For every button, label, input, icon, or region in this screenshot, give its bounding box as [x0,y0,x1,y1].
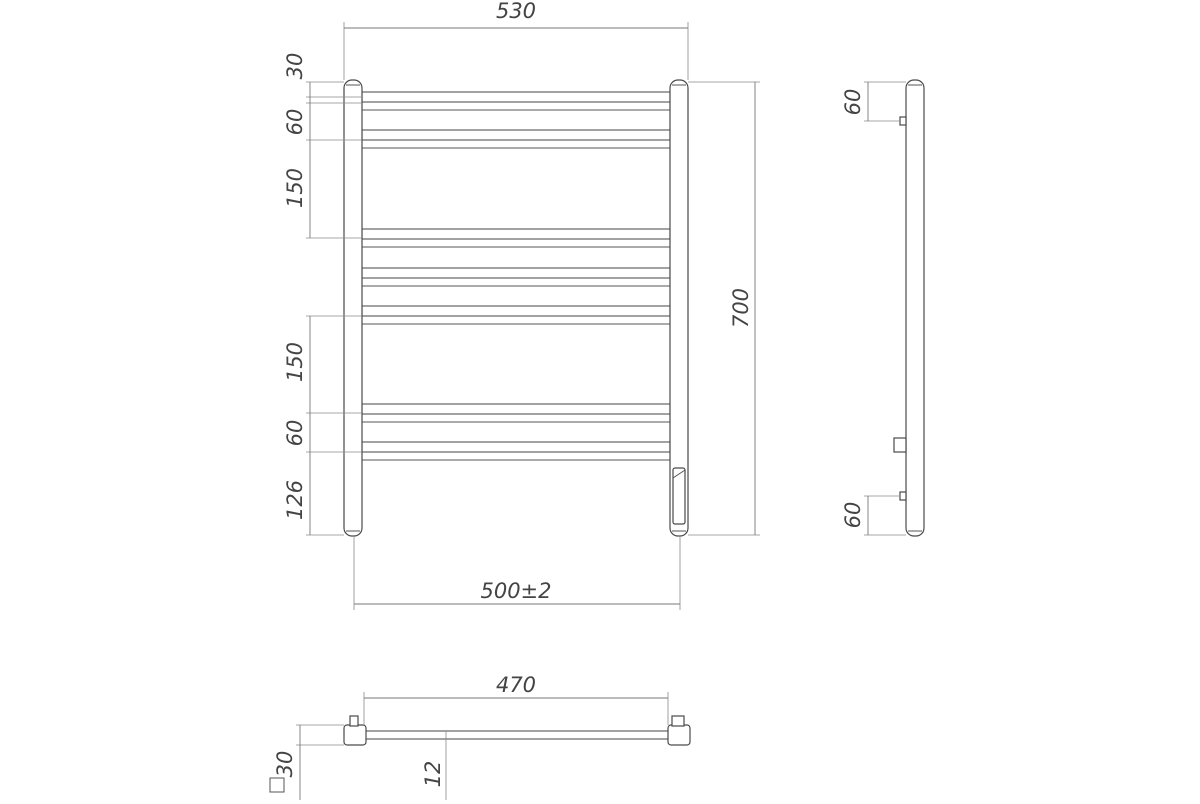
spacing-label-2: 60 [283,108,307,136]
profile-label: 30 [273,750,297,778]
side-bottom-label: 60 [841,501,865,529]
square-profile-icon [270,778,284,792]
side-view [841,80,924,536]
crossbar-3 [362,229,670,239]
top-bracket [900,117,906,125]
crossbar-2 [362,130,670,140]
spacing-label-6: 126 [283,479,307,521]
top-view [270,673,690,800]
left-rail [344,80,362,536]
side-switch [894,438,906,452]
spacing-label-5: 60 [283,419,307,447]
top-width-label: 470 [495,673,537,697]
side-top-label: 60 [841,88,865,116]
spacing-label-1: 30 [283,52,307,80]
crossbar-6 [362,404,670,414]
spacing-label-4: 150 [283,341,307,383]
side-rail [906,80,924,536]
left-end-block [344,725,366,745]
width-label: 530 [495,0,537,23]
height-label: 700 [729,287,753,329]
bottom-width-label: 500±2 [480,579,552,603]
right-mount [672,716,684,726]
left-mount [350,716,358,726]
bottom-bracket [900,492,906,500]
spacing-label-3: 150 [283,167,307,209]
crossbars [362,92,670,452]
right-end-block [668,725,690,745]
crossbar-5 [362,306,670,316]
crossbar-1 [362,92,670,102]
crossbar-4 [362,268,670,278]
crossbar-7 [362,442,670,452]
top-bar [364,731,670,739]
front-view [283,0,760,610]
depth-label: 12 [421,760,445,788]
